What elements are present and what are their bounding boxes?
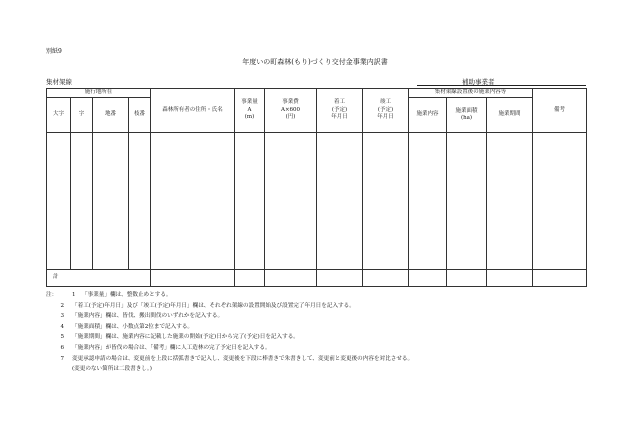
applicant-label: 補助事業者	[462, 78, 495, 86]
end-date-header: 竣工 (予定) 年月日	[363, 89, 409, 133]
note-text: 変更承認申請の場合は、変更前を上段に括弧書きで記入し、変更後を下段に棒書きで朱書きして、変更前と変更後の内容を対比させる。	[72, 355, 414, 362]
note-item	[46, 311, 413, 322]
note-item	[46, 343, 413, 354]
oaza-cell[interactable]	[47, 133, 71, 270]
total-work-area-cell[interactable]	[447, 270, 487, 287]
total-cost-cell[interactable]	[265, 270, 317, 287]
note-item	[46, 301, 413, 312]
remarks-cell[interactable]	[533, 133, 587, 270]
work-period-header: 施業期間	[487, 98, 533, 133]
owner-header: 森林所有者の住所・氏名	[151, 89, 235, 133]
breakdown-table	[46, 88, 587, 287]
total-quantity-cell[interactable]	[235, 270, 265, 287]
note-text: (変更のない箇所は二段書きし。)	[72, 366, 152, 373]
note-number: 6	[60, 344, 64, 351]
quantity-cell[interactable]	[235, 133, 265, 270]
start-date-header: 着工 (予定) 年月日	[317, 89, 363, 133]
total-end-cell	[363, 270, 409, 287]
lot-number-header: 地番	[93, 98, 129, 133]
note-number: 2	[60, 302, 64, 309]
note-number: 1	[72, 292, 76, 298]
oaza-header: 大字	[47, 98, 71, 133]
location-group-header: 施行地所在	[47, 89, 151, 98]
notes	[46, 290, 413, 375]
total-owner-cell	[151, 270, 235, 287]
applicant-signature-line	[417, 85, 586, 86]
note-number: 4	[60, 323, 64, 330]
work-type-header: 施業内容	[409, 98, 447, 133]
form-number: 別紙9	[46, 48, 62, 55]
notes-prefix: 注：	[46, 292, 58, 298]
branch-number-cell[interactable]	[129, 133, 151, 270]
total-label: 計	[47, 270, 151, 287]
work-type-cell[interactable]	[409, 133, 447, 270]
quantity-header: 事業量 A (m)	[235, 89, 265, 133]
work-group-header: 集材架線設置後の施業内容等	[409, 89, 533, 98]
total-start-cell	[317, 270, 363, 287]
note-text: 「事業量」欄は、整数止めとする。	[82, 292, 172, 298]
aza-cell[interactable]	[71, 133, 93, 270]
note-text: 「施業面積」欄は、小数点第2位まで記入する。	[72, 323, 194, 330]
note-number: 3	[60, 313, 64, 320]
total-row	[47, 270, 587, 287]
note-text: 「施業期間」欄は、施業内容に記載した施業の開始(予定)日から完了(予定)日を記入する。	[72, 334, 299, 341]
note-number	[46, 364, 72, 375]
note-item	[46, 332, 413, 343]
note-text: 「施業内容」が皆伐の場合は、「備考」欄に人工造林の完了予定日を記入する。	[72, 344, 271, 351]
branch-number-header: 枝番	[129, 98, 151, 133]
note-item	[46, 364, 413, 375]
note-item	[46, 354, 413, 365]
note-item	[46, 290, 413, 301]
owner-cell[interactable]	[151, 133, 235, 270]
aza-header: 字	[71, 98, 93, 133]
document-title: 年度いの町森林(もり)づくり交付金事業内訳書	[242, 58, 388, 66]
cost-header: 事業費 A×600 (円)	[265, 89, 317, 133]
note-item	[46, 322, 413, 333]
lot-number-cell[interactable]	[93, 133, 129, 270]
note-text: 「着工(予定)年月日」及び「竣工(予定)年月日」欄は、それぞれ架線の設置開始及び設置完了年月日を記入する。	[72, 302, 355, 309]
start-date-cell[interactable]	[317, 133, 363, 270]
work-area-cell[interactable]	[447, 133, 487, 270]
section-label: 集材架線	[46, 78, 72, 86]
total-work-type-cell	[409, 270, 447, 287]
total-remarks-cell	[533, 270, 587, 287]
note-text: 「施業内容」欄は、皆伐、搬出間伐のいずれかを記入する。	[72, 313, 224, 320]
end-date-cell[interactable]	[363, 133, 409, 270]
work-area-header: 施業面積 (ha)	[447, 98, 487, 133]
table-row	[47, 133, 587, 270]
work-period-cell[interactable]	[487, 133, 533, 270]
remarks-header: 備考	[533, 89, 587, 133]
note-number: 7	[60, 355, 64, 362]
note-number: 5	[60, 334, 64, 341]
total-work-period-cell	[487, 270, 533, 287]
cost-cell[interactable]	[265, 133, 317, 270]
